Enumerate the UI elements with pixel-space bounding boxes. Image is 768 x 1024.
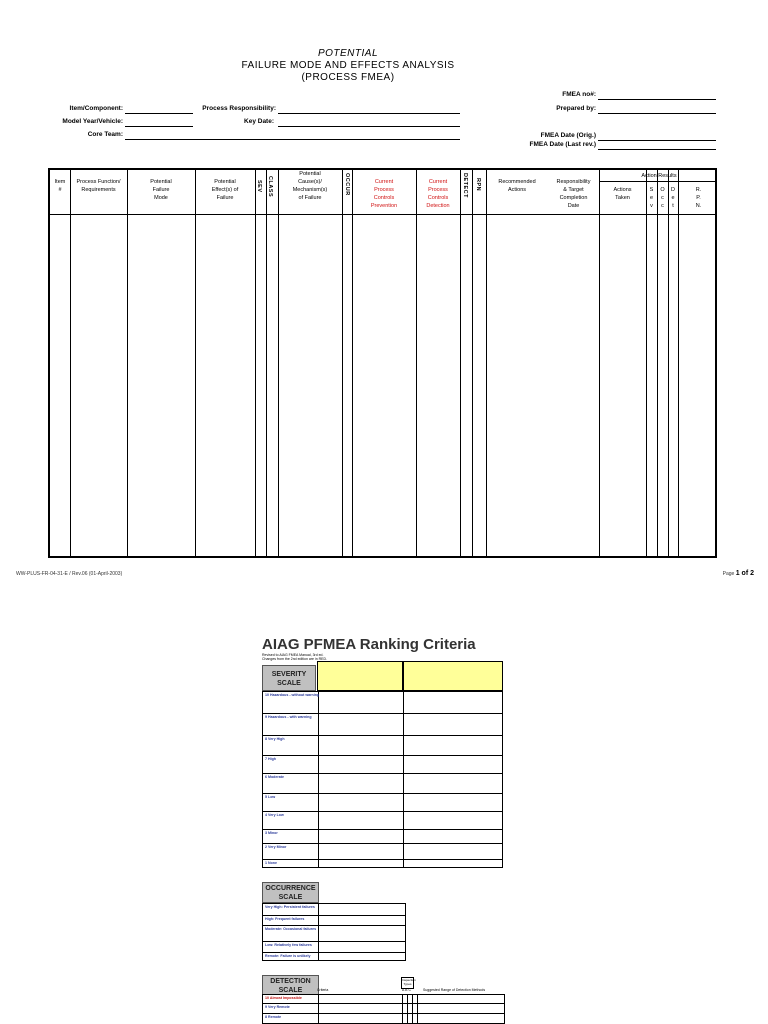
fmea-no-field[interactable] [598,92,716,100]
severity-row: 1 None [265,861,277,865]
detection-scale-box: DETECTION SCALE [262,975,319,995]
occurrence-table [262,903,406,961]
criteria-note-1: Revised to AIAG FMEA Manual, 3rd ed. [262,653,324,657]
col-failure-mode: Potential Failure Mode [150,179,172,201]
col-sev: SEV [256,180,262,193]
col-item: Item # [54,179,66,193]
col-rpn: RPN [475,178,481,192]
severity-row: 4 Very Low [263,812,502,830]
severity-row: 6 Moderate [263,774,502,794]
occurrence-row: High: Frequent failures [263,916,405,926]
key-date-field[interactable] [278,119,460,127]
severity-manufacturing-effect-header [403,661,503,691]
severity-row: 10 Hazardous - without warning [263,692,502,714]
date-last-field[interactable] [598,142,716,150]
detection-row: 9 Very Remote [263,1004,504,1014]
model-year-label: Model Year/Vehicle: [62,118,123,125]
fmea-table [48,168,717,558]
col-rpn-result: R. P. N. [695,187,702,209]
severity-row: 8 Very High [263,736,502,756]
severity-row: 2 Very Minor [263,844,502,860]
detection-row: 8 Remote [263,1014,504,1024]
severity-row: 5 Low [263,794,502,812]
core-team-field[interactable] [125,132,460,140]
detection-table [262,994,505,1024]
occurrence-row: Low: Relatively few failures [263,942,405,953]
criteria-title: AIAG PFMEA Ranking Criteria [262,636,476,653]
prepared-by-field[interactable] [598,106,716,114]
process-responsibility-label: Process Responsibility: [202,105,276,112]
col-effects: Potential Effect(s) of Failure [211,179,239,201]
title-line-1: POTENTIAL [317,48,379,59]
col-action-results: Action Results [641,173,677,179]
detection-methods-header: Suggested Range of Detection Methods [423,988,486,992]
date-orig-label: FMEA Date (Orig.) [540,132,596,139]
col-d: D e t [671,187,675,209]
col-s: S e v [649,187,654,209]
occurrence-row: Moderate: Occasional failures [263,926,405,942]
page-number: Page 1 of 2 [722,570,754,577]
doc-reference: WW-PLUS-FR-04-31-E / Rev.06 (01-April-2003) [16,571,123,577]
col-occur: OCCUR [344,173,350,196]
occurrence-row: Remote: Failure is unlikely [265,954,311,958]
date-orig-field[interactable] [598,133,716,141]
criteria-note-2: Changes from the 2nd edition are in RED. [262,657,327,661]
col-responsibility: Responsibility & Target Completion Date [556,179,591,209]
occurrence-row: Very High: Persistent failures [263,904,405,916]
severity-table [262,691,503,868]
severity-scale-box: SEVERITY SCALE [262,665,316,691]
detection-criteria-header: Criteria [317,988,329,992]
detection-inspection-types-header: Inspection Types [401,977,414,989]
process-responsibility-field[interactable] [278,106,460,114]
col-recommended: Recommended Actions [498,179,536,193]
model-year-field[interactable] [125,119,193,127]
col-o: O c c [660,187,665,209]
col-class: CLASS [267,176,273,198]
key-date-label: Key Date: [244,118,274,125]
title-line-3: (PROCESS FMEA) [301,72,395,83]
prepared-by-label: Prepared by: [556,105,596,112]
col-actions-taken: Actions Taken [613,187,632,201]
detection-abc-header: A B C [402,988,411,992]
title-line-2: FAILURE MODE AND EFFECTS ANALYSIS [241,60,455,71]
col-detect: DETECT [462,173,468,198]
fmea-no-label: FMEA no#: [562,91,596,98]
col-causes: Potential Cause(s)/ Mechanism(s) of Failure [292,171,328,201]
severity-customer-effect-header [317,661,403,691]
detection-row: 10 Almost Impossible [263,995,504,1004]
occurrence-scale-box: OCCURRENCE SCALE [262,882,319,903]
col-detection: Current Process Controls Detection [426,179,450,209]
core-team-label: Core Team: [87,131,123,138]
date-last-label: FMEA Date (Last rev.) [529,141,596,148]
item-component-field[interactable] [125,106,193,114]
col-prevention: Current Process Controls Prevention [370,179,398,209]
severity-row: 7 High [263,756,502,774]
severity-row: 3 Minor [263,830,502,844]
severity-row: 9 Hazardous - with warning [263,714,502,736]
col-process-function: Process Function/ Requirements [76,179,121,193]
item-component-label: Item/Component: [69,105,123,112]
